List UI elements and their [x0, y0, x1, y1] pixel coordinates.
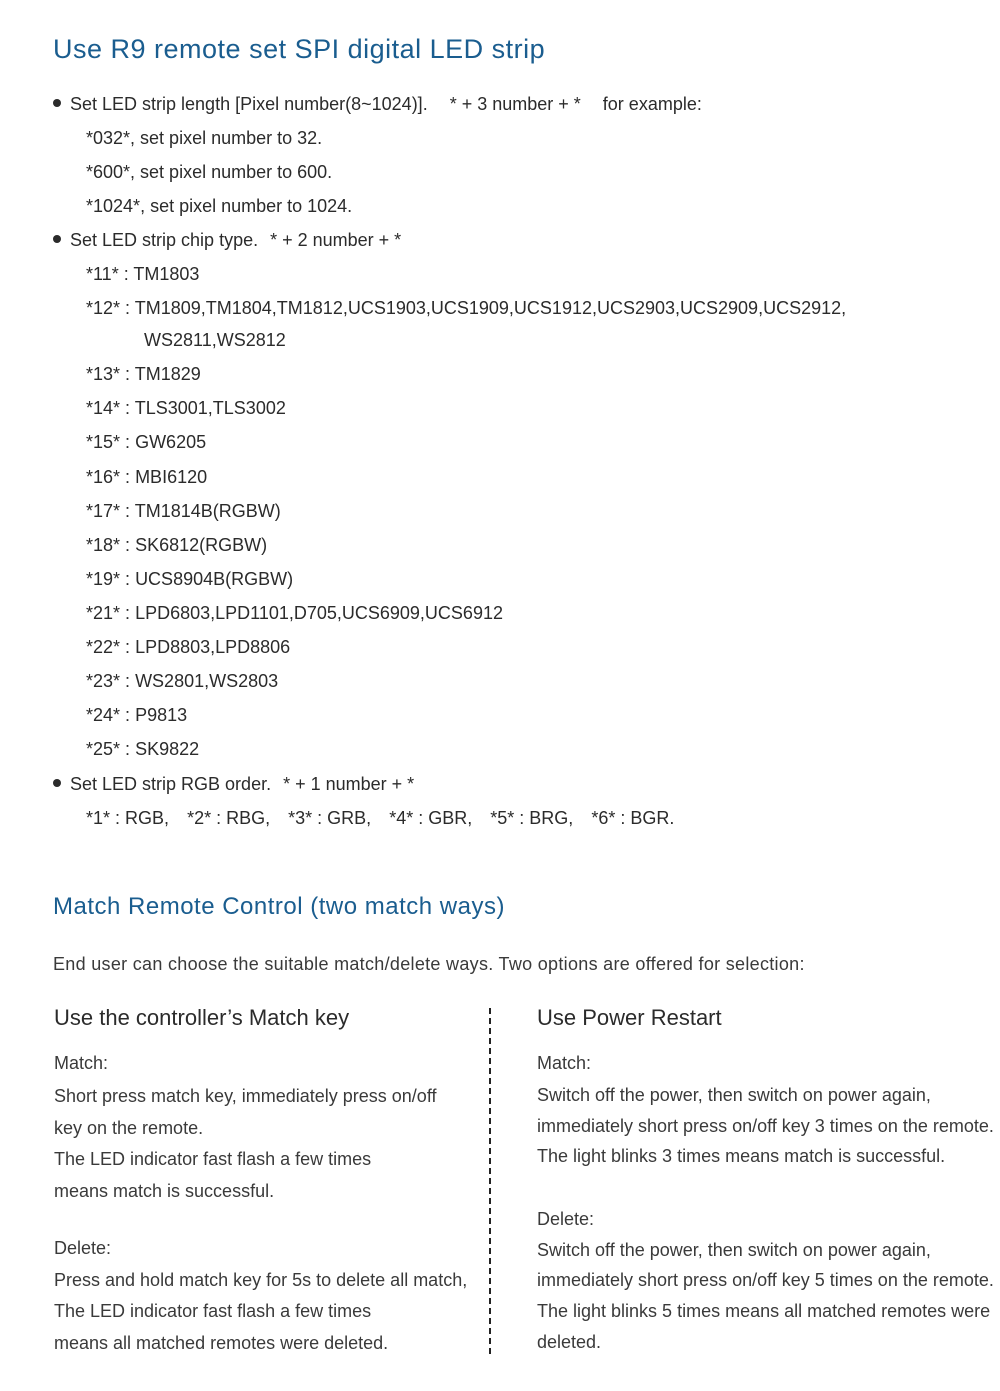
match-line: immediately short press on/off key 3 times on the remote.	[537, 1116, 994, 1136]
match-label: Match:	[537, 1053, 592, 1073]
rgb-order-item: *5* : BRG,	[490, 808, 574, 828]
rgb-order-item: *6* : BGR.	[591, 808, 675, 828]
length-example: *032*, set pixel number to 32.	[86, 128, 323, 148]
match-line: Switch off the power, then switch on power again,	[537, 1085, 931, 1105]
chip-item: *24* : P9813	[86, 705, 188, 725]
bullet-icon	[53, 99, 61, 107]
match-line: key on the remote.	[54, 1118, 204, 1138]
delete-line: Switch off the power, then switch on power again,	[537, 1240, 931, 1260]
chip-item: *23* : WS2801,WS2803	[86, 671, 279, 691]
chip-intro: Set LED strip chip type.	[70, 230, 259, 250]
length-example: *600*, set pixel number to 600.	[86, 162, 333, 182]
chip-item: *21* : LPD6803,LPD1101,D705,UCS6909,UCS6912	[86, 603, 503, 623]
delete-line: means all matched remotes were deleted.	[54, 1333, 389, 1353]
chip-item: *18* : SK6812(RGBW)	[86, 535, 268, 555]
length-example: *1024*, set pixel number to 1024.	[86, 196, 353, 216]
chip-item: *14* : TLS3001,TLS3002	[86, 398, 286, 418]
column-heading: Use Power Restart	[537, 1005, 722, 1030]
delete-line: immediately short press on/off key 5 times on the remote.	[537, 1270, 994, 1290]
delete-line: The LED indicator fast flash a few times	[54, 1301, 372, 1321]
delete-line: deleted.	[537, 1332, 602, 1352]
delete-line: Press and hold match key for 5s to delete all match,	[54, 1270, 468, 1290]
rgb-order-item: *2* : RBG,	[187, 808, 271, 828]
chip-item: *13* : TM1829	[86, 364, 201, 384]
delete-label: Delete:	[537, 1209, 595, 1229]
delete-label: Delete:	[54, 1238, 112, 1258]
rgb-order-item: *1* : RGB,	[86, 808, 170, 828]
column-divider	[489, 1008, 491, 1354]
column-power-restart	[537, 1005, 994, 1352]
chip-item-continuation: WS2811,WS2812	[144, 330, 286, 350]
match-line: The light blinks 3 times means match is successful.	[537, 1146, 946, 1166]
section-title-match-remote: Match Remote Control (two match ways)	[53, 893, 505, 920]
column-heading: Use the controller’s Match key	[54, 1005, 350, 1030]
rgb-intro: Set LED strip RGB order.	[70, 774, 272, 794]
bullet-rgb-order	[53, 773, 414, 795]
rgb-order-item: *4* : GBR,	[389, 808, 473, 828]
chip-item: *11* : TM1803	[86, 264, 200, 284]
chip-code: * + 2 number + *	[270, 230, 402, 250]
chip-item: *25* : SK9822	[86, 739, 200, 759]
chip-item: *19* : UCS8904B(RGBW)	[86, 569, 294, 589]
bullet-strip-length	[53, 93, 702, 115]
length-intro: Set LED strip length [Pixel number(8~1024)].	[70, 94, 428, 114]
match-intro: End user can choose the suitable match/delete ways. Two options are offered for selection:	[53, 954, 805, 974]
section-title-spi-setup: Use R9 remote set SPI digital LED strip	[53, 34, 546, 64]
match-line: Short press match key, immediately press on/off	[54, 1086, 437, 1106]
chip-item: *22* : LPD8803,LPD8806	[86, 637, 291, 657]
rgb-order-list	[86, 807, 692, 829]
bullet-icon	[53, 779, 61, 787]
bullet-chip-type	[53, 229, 401, 251]
column-match-key	[54, 1005, 468, 1353]
chip-item: *15* : GW6205	[86, 432, 207, 452]
length-code: * + 3 number + *	[449, 94, 581, 114]
rgb-code: * + 1 number + *	[283, 774, 415, 794]
chip-item: *17* : TM1814B(RGBW)	[86, 501, 281, 521]
chip-item: *12* : TM1809,TM1804,TM1812,UCS1903,UCS1909,UCS1912,UCS2903,UCS2909,UCS2912,	[86, 298, 847, 318]
bullet-icon	[53, 235, 61, 243]
match-label: Match:	[54, 1053, 109, 1073]
chip-item: *16* : MBI6120	[86, 467, 208, 487]
delete-line: The light blinks 5 times means all matched remotes were	[537, 1301, 991, 1321]
example-label: for example:	[602, 94, 702, 114]
rgb-order-item: *3* : GRB,	[288, 808, 372, 828]
match-line: The LED indicator fast flash a few times	[54, 1149, 372, 1169]
match-line: means match is successful.	[54, 1181, 275, 1201]
